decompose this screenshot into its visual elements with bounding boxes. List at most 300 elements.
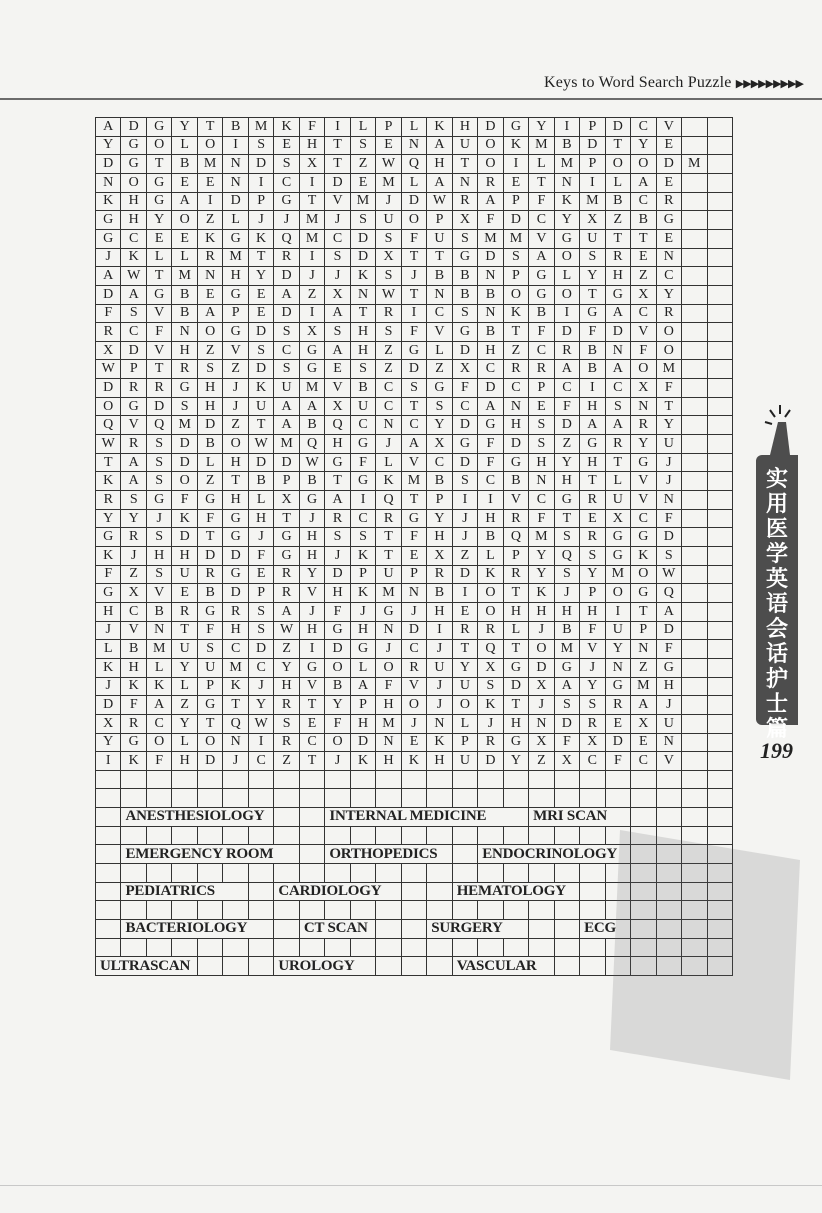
grid-letter-cell: Y [657, 286, 682, 305]
blank-cell [682, 808, 707, 827]
grid-letter-cell: H [300, 528, 325, 547]
grid-letter-cell: G [147, 174, 172, 193]
grid-letter-cell: P [351, 696, 376, 715]
spark-pen-icon [760, 400, 800, 455]
grid-letter-cell: H [504, 715, 529, 734]
grid-letter-cell: D [657, 622, 682, 641]
grid-letter-cell: O [121, 174, 146, 193]
grid-letter-cell: A [631, 174, 656, 193]
blank-cell [351, 789, 376, 808]
grid-letter-cell: M [529, 528, 554, 547]
blank-cell [657, 827, 682, 846]
grid-letter-cell: H [427, 528, 452, 547]
word-list-entry: VASCULAR [453, 957, 555, 976]
grid-letter-cell: F [529, 323, 554, 342]
grid-letter-cell: G [198, 696, 223, 715]
grid-letter-cell: H [172, 342, 197, 361]
grid-letter-cell: C [529, 491, 554, 510]
grid-letter-cell [708, 398, 733, 417]
blank-cell [657, 920, 682, 939]
grid-letter-cell: P [504, 267, 529, 286]
blank-cell [223, 901, 248, 920]
grid-letter-cell: K [274, 118, 299, 137]
grid-letter-cell [682, 360, 707, 379]
grid-letter-cell: Z [198, 472, 223, 491]
blank-cell [631, 827, 656, 846]
grid-letter-cell: B [198, 584, 223, 603]
grid-letter-cell: D [274, 454, 299, 473]
grid-letter-cell: G [529, 267, 554, 286]
grid-letter-cell: L [249, 491, 274, 510]
grid-letter-cell [708, 603, 733, 622]
grid-letter-cell: H [223, 454, 248, 473]
grid-letter-cell: H [172, 547, 197, 566]
grid-letter-cell: V [631, 323, 656, 342]
grid-letter-cell: G [631, 584, 656, 603]
grid-letter-cell [708, 155, 733, 174]
grid-letter-cell: G [427, 379, 452, 398]
grid-letter-cell: A [478, 193, 503, 212]
grid-letter-cell [708, 174, 733, 193]
grid-letter-cell: F [657, 510, 682, 529]
grid-letter-cell: P [351, 566, 376, 585]
grid-letter-cell: D [198, 416, 223, 435]
grid-letter-cell: V [147, 305, 172, 324]
grid-letter-cell [708, 491, 733, 510]
grid-letter-cell: H [580, 398, 605, 417]
grid-letter-cell: H [351, 715, 376, 734]
blank-cell [682, 771, 707, 790]
grid-letter-cell: G [198, 603, 223, 622]
grid-letter-cell: J [223, 398, 248, 417]
grid-letter-cell: R [606, 249, 631, 268]
grid-letter-cell: A [96, 267, 121, 286]
grid-letter-cell: Y [172, 118, 197, 137]
grid-letter-cell [682, 137, 707, 156]
grid-letter-cell: D [504, 678, 529, 697]
grid-letter-cell: H [172, 752, 197, 771]
grid-letter-cell: F [402, 323, 427, 342]
blank-cell [631, 883, 656, 902]
grid-letter-cell: Q [147, 416, 172, 435]
grid-letter-cell: R [172, 603, 197, 622]
grid-letter-cell: J [478, 715, 503, 734]
blank-cell [198, 864, 223, 883]
blank-cell [708, 883, 733, 902]
grid-letter-cell: D [478, 249, 503, 268]
grid-letter-cell: Z [376, 360, 401, 379]
grid-letter-cell: A [555, 678, 580, 697]
blank-cell [453, 864, 478, 883]
grid-letter-cell: Y [274, 659, 299, 678]
side-tab [756, 455, 798, 742]
grid-letter-cell: J [453, 528, 478, 547]
grid-letter-cell: T [147, 155, 172, 174]
blank-cell [529, 771, 554, 790]
blank-cell [172, 864, 197, 883]
grid-letter-cell: A [427, 137, 452, 156]
grid-letter-cell: H [376, 752, 401, 771]
grid-letter-cell: S [274, 155, 299, 174]
grid-letter-cell: E [657, 174, 682, 193]
grid-letter-cell [708, 342, 733, 361]
grid-letter-cell: T [402, 398, 427, 417]
grid-letter-cell: D [96, 286, 121, 305]
header-title: Keys to Word Search Puzzle [544, 74, 732, 91]
grid-letter-cell: U [172, 566, 197, 585]
side-char: 士 [765, 692, 788, 717]
grid-letter-cell: P [504, 547, 529, 566]
side-char: 会 [765, 617, 788, 642]
blank-cell [427, 789, 452, 808]
grid-letter-cell: K [478, 566, 503, 585]
grid-letter-cell: G [96, 584, 121, 603]
grid-letter-cell: G [555, 491, 580, 510]
grid-letter-cell: T [402, 491, 427, 510]
blank-cell [351, 827, 376, 846]
grid-letter-cell: D [555, 715, 580, 734]
grid-letter-cell: B [325, 678, 350, 697]
grid-letter-cell: W [657, 566, 682, 585]
grid-letter-cell: R [402, 659, 427, 678]
side-char: 语 [765, 592, 788, 617]
grid-letter-cell [708, 454, 733, 473]
grid-letter-cell: B [555, 137, 580, 156]
grid-letter-cell: L [606, 174, 631, 193]
grid-letter-cell: R [121, 435, 146, 454]
blank-cell [631, 789, 656, 808]
grid-letter-cell: R [555, 342, 580, 361]
page-header [544, 74, 803, 92]
grid-letter-cell: H [351, 323, 376, 342]
grid-letter-cell: C [453, 398, 478, 417]
word-list-entry: UROLOGY [274, 957, 376, 976]
grid-letter-cell: D [606, 118, 631, 137]
grid-letter-cell: K [249, 230, 274, 249]
grid-letter-cell: F [96, 305, 121, 324]
grid-letter-cell: D [453, 416, 478, 435]
grid-letter-cell: A [274, 286, 299, 305]
grid-letter-cell: H [555, 603, 580, 622]
blank-cell [708, 808, 733, 827]
grid-letter-cell: B [300, 416, 325, 435]
grid-letter-cell: L [198, 454, 223, 473]
grid-letter-cell: L [402, 174, 427, 193]
grid-letter-cell: O [478, 603, 503, 622]
grid-letter-cell: Q [555, 547, 580, 566]
grid-letter-cell: A [631, 696, 656, 715]
blank-cell [172, 789, 197, 808]
grid-letter-cell: S [529, 435, 554, 454]
grid-letter-cell: J [555, 584, 580, 603]
blank-cell [147, 827, 172, 846]
grid-letter-cell: R [121, 379, 146, 398]
grid-letter-cell: D [96, 696, 121, 715]
grid-letter-cell [682, 323, 707, 342]
grid-letter-cell: M [223, 659, 248, 678]
grid-letter-cell: G [580, 435, 605, 454]
grid-letter-cell: E [172, 174, 197, 193]
grid-letter-cell: H [223, 267, 248, 286]
grid-letter-cell: T [606, 454, 631, 473]
grid-letter-cell: E [249, 566, 274, 585]
word-list-entry: HEMATOLOGY [453, 883, 580, 902]
word-list-entry: BACTERIOLOGY [121, 920, 274, 939]
grid-letter-cell: V [402, 678, 427, 697]
blank-cell [274, 939, 299, 958]
grid-letter-cell: U [453, 678, 478, 697]
grid-letter-cell: T [657, 398, 682, 417]
grid-letter-cell: F [529, 510, 554, 529]
grid-letter-cell: X [274, 491, 299, 510]
grid-letter-cell: M [147, 640, 172, 659]
grid-letter-cell: K [555, 193, 580, 212]
grid-letter-cell: S [147, 472, 172, 491]
grid-letter-cell: E [249, 286, 274, 305]
grid-letter-cell: J [402, 603, 427, 622]
blank-cell [708, 901, 733, 920]
grid-letter-cell: G [121, 137, 146, 156]
grid-letter-cell: R [274, 584, 299, 603]
grid-letter-cell: I [300, 174, 325, 193]
grid-letter-cell: G [223, 230, 248, 249]
grid-letter-cell: Y [657, 416, 682, 435]
grid-letter-cell: G [402, 510, 427, 529]
grid-letter-cell: V [300, 678, 325, 697]
blank-cell [96, 827, 121, 846]
blank-cell [376, 957, 401, 976]
grid-letter-cell: H [478, 510, 503, 529]
blank-cell [96, 920, 121, 939]
blank-cell [96, 771, 121, 790]
grid-letter-cell: Y [631, 435, 656, 454]
grid-letter-cell: O [657, 342, 682, 361]
grid-letter-cell: T [580, 286, 605, 305]
grid-letter-cell [682, 211, 707, 230]
word-list-entry: MRI SCAN [529, 808, 631, 827]
grid-letter-cell: P [504, 193, 529, 212]
grid-letter-cell: N [96, 174, 121, 193]
grid-letter-cell: J [376, 435, 401, 454]
grid-letter-cell: R [274, 734, 299, 753]
grid-letter-cell: F [529, 193, 554, 212]
grid-letter-cell: X [300, 155, 325, 174]
grid-letter-cell: A [478, 398, 503, 417]
grid-letter-cell: F [198, 510, 223, 529]
grid-letter-cell: P [376, 118, 401, 137]
word-list-entry: ENDOCRINOLOGY [478, 845, 631, 864]
side-char: 实 [765, 467, 788, 492]
side-char: 英 [765, 567, 788, 592]
grid-letter-cell [708, 360, 733, 379]
grid-letter-cell: G [504, 118, 529, 137]
blank-cell [325, 939, 350, 958]
grid-letter-cell: C [274, 342, 299, 361]
grid-letter-cell: W [121, 267, 146, 286]
grid-letter-cell [708, 510, 733, 529]
grid-letter-cell: Z [198, 342, 223, 361]
grid-letter-cell: Q [96, 416, 121, 435]
blank-cell [657, 939, 682, 958]
grid-letter-cell: B [172, 305, 197, 324]
grid-letter-cell: Y [147, 211, 172, 230]
grid-letter-cell: G [96, 528, 121, 547]
grid-letter-cell: Z [300, 286, 325, 305]
grid-letter-cell: U [453, 137, 478, 156]
grid-letter-cell: H [529, 454, 554, 473]
grid-letter-cell: U [453, 752, 478, 771]
grid-letter-cell: J [427, 696, 452, 715]
blank-cell [682, 827, 707, 846]
grid-letter-cell: K [223, 678, 248, 697]
grid-letter-cell: N [376, 416, 401, 435]
grid-letter-cell: X [555, 752, 580, 771]
blank-cell [427, 827, 452, 846]
grid-letter-cell: J [300, 267, 325, 286]
blank-cell [606, 827, 631, 846]
grid-letter-cell: X [121, 584, 146, 603]
grid-letter-cell: T [606, 137, 631, 156]
grid-letter-cell: D [249, 155, 274, 174]
grid-letter-cell: A [300, 398, 325, 417]
grid-letter-cell [708, 118, 733, 137]
blank-cell [402, 901, 427, 920]
grid-letter-cell: Y [555, 454, 580, 473]
blank-cell [249, 901, 274, 920]
blank-cell [198, 771, 223, 790]
grid-letter-cell: F [478, 211, 503, 230]
word-list-entry: ANESTHESIOLOGY [121, 808, 274, 827]
grid-letter-cell: R [453, 622, 478, 641]
grid-letter-cell: B [478, 323, 503, 342]
grid-letter-cell: V [147, 342, 172, 361]
grid-letter-cell: M [376, 715, 401, 734]
grid-letter-cell: L [427, 342, 452, 361]
grid-letter-cell: T [300, 752, 325, 771]
grid-letter-cell: J [223, 379, 248, 398]
grid-letter-cell: F [249, 547, 274, 566]
grid-letter-cell: E [198, 174, 223, 193]
grid-letter-cell [682, 286, 707, 305]
grid-letter-cell: H [427, 155, 452, 174]
grid-letter-cell: D [529, 659, 554, 678]
grid-letter-cell: Y [529, 566, 554, 585]
grid-letter-cell: C [631, 118, 656, 137]
grid-letter-cell [708, 435, 733, 454]
blank-cell [147, 789, 172, 808]
grid-letter-cell: A [351, 678, 376, 697]
grid-letter-cell: L [606, 472, 631, 491]
grid-letter-cell: Q [300, 435, 325, 454]
grid-letter-cell: L [223, 211, 248, 230]
blank-cell [427, 771, 452, 790]
grid-letter-cell: T [300, 193, 325, 212]
blank-cell [300, 827, 325, 846]
grid-letter-cell: S [147, 454, 172, 473]
grid-letter-cell: E [402, 547, 427, 566]
grid-letter-cell: V [223, 342, 248, 361]
grid-letter-cell: R [223, 603, 248, 622]
blank-cell [249, 883, 274, 902]
blank-cell [249, 827, 274, 846]
grid-letter-cell: J [249, 528, 274, 547]
grid-letter-cell: T [147, 360, 172, 379]
grid-letter-cell [682, 603, 707, 622]
blank-cell [249, 789, 274, 808]
grid-letter-cell: T [631, 230, 656, 249]
grid-letter-cell: D [657, 528, 682, 547]
grid-letter-cell: J [325, 211, 350, 230]
grid-letter-cell: S [453, 472, 478, 491]
grid-letter-cell: K [351, 547, 376, 566]
grid-letter-cell: K [351, 752, 376, 771]
grid-letter-cell: K [402, 752, 427, 771]
grid-letter-cell: C [325, 230, 350, 249]
grid-letter-cell: P [580, 584, 605, 603]
grid-letter-cell: X [529, 678, 554, 697]
grid-letter-cell: S [325, 249, 350, 268]
grid-letter-cell: V [580, 640, 605, 659]
grid-letter-cell [682, 267, 707, 286]
grid-letter-cell: H [453, 118, 478, 137]
grid-letter-cell: P [402, 566, 427, 585]
grid-letter-cell: L [529, 155, 554, 174]
grid-letter-cell: F [580, 323, 605, 342]
grid-letter-cell: B [172, 286, 197, 305]
grid-letter-cell: X [606, 510, 631, 529]
grid-letter-cell: Z [274, 640, 299, 659]
grid-letter-cell: I [606, 603, 631, 622]
grid-letter-cell: H [504, 603, 529, 622]
grid-letter-cell: Y [504, 752, 529, 771]
grid-letter-cell: M [274, 435, 299, 454]
blank-cell [427, 939, 452, 958]
blank-cell [606, 789, 631, 808]
grid-letter-cell: C [223, 640, 248, 659]
grid-letter-cell [682, 622, 707, 641]
blank-cell [402, 920, 427, 939]
grid-letter-cell: Z [198, 211, 223, 230]
blank-cell [198, 827, 223, 846]
grid-letter-cell: U [376, 566, 401, 585]
grid-letter-cell: F [351, 454, 376, 473]
grid-letter-cell: H [223, 491, 248, 510]
grid-letter-cell: G [657, 659, 682, 678]
grid-letter-cell: P [453, 734, 478, 753]
grid-letter-cell: G [300, 491, 325, 510]
grid-letter-cell: O [631, 360, 656, 379]
grid-letter-cell: X [529, 734, 554, 753]
grid-letter-cell: S [198, 360, 223, 379]
grid-letter-cell: W [274, 622, 299, 641]
grid-letter-cell: T [504, 696, 529, 715]
grid-letter-cell: M [300, 379, 325, 398]
grid-letter-cell: P [223, 305, 248, 324]
grid-letter-cell: M [555, 640, 580, 659]
grid-letter-cell: M [172, 416, 197, 435]
grid-letter-cell: T [555, 510, 580, 529]
grid-letter-cell: C [657, 267, 682, 286]
blank-cell [708, 939, 733, 958]
blank-cell [402, 939, 427, 958]
blank-cell [504, 901, 529, 920]
grid-letter-cell: C [478, 360, 503, 379]
grid-letter-cell: C [631, 193, 656, 212]
grid-letter-cell [708, 566, 733, 585]
grid-letter-cell: D [478, 379, 503, 398]
grid-letter-cell: Z [631, 267, 656, 286]
blank-cell [147, 901, 172, 920]
